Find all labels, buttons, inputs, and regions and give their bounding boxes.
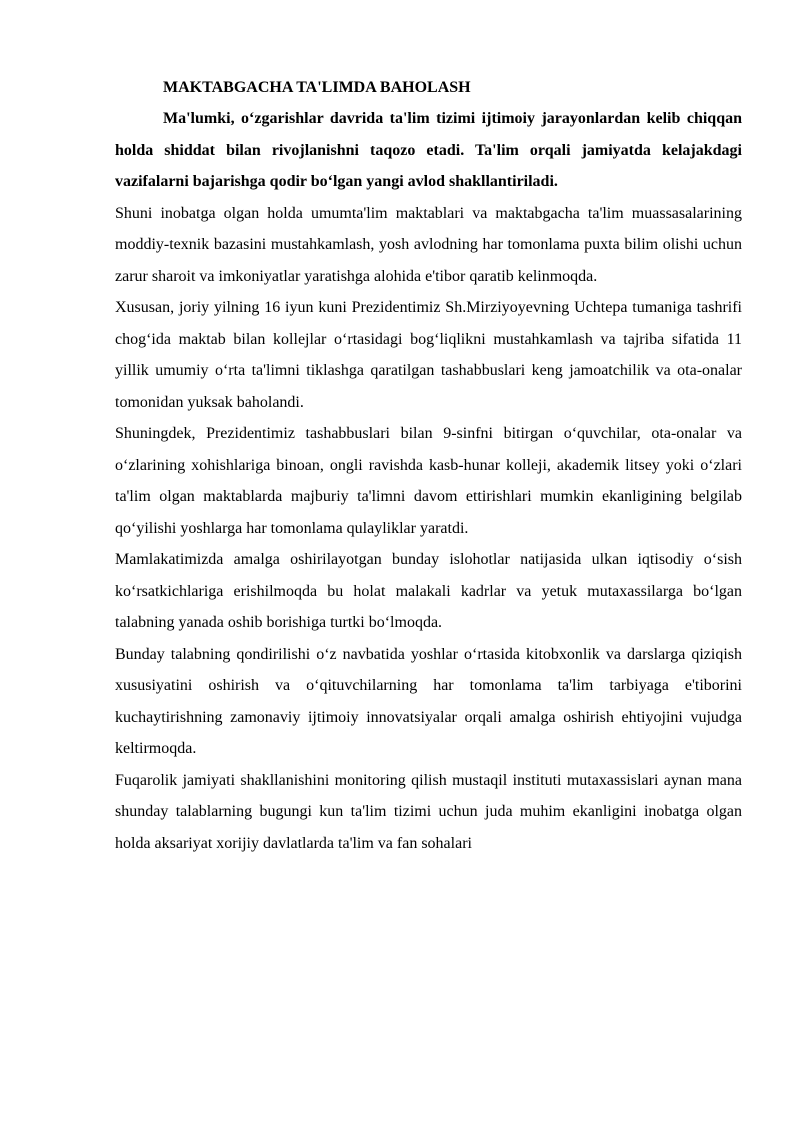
body-paragraph: Fuqarolik jamiyati shakllanishini monitoring qilish mustaqil instituti mutaxassislari aynan mana shunday talablarning bugungi kun ta'lim tizimi uchun juda muhim ekanligini inobatga olgan holda aksariyat xorijiy davlatlarda ta'lim va fan sohalari	[115, 771, 742, 852]
document-page	[115, 73, 742, 859]
lead-paragraph: Ma'lumki, o‘zgarishlar davrida ta'lim tizimi ijtimoiy jarayonlardan kelib chiqqan holda shiddat bilan rivojlanishni taqozo etadi. Ta'lim orqali jamiyatda kelajakdagi vazifalarni bajarishga qodir bo‘lgan yangi avlod shakllantiriladi.	[115, 110, 742, 190]
document-title: MAKTABGACHA TA'LIMDA BAHOLASH	[163, 79, 471, 96]
body-paragraph: Mamlakatimizda amalga oshirilayotgan bunday islohotlar natijasida ulkan iqtisodiy o‘sish ko‘rsatkichlariga erishilmoqda bu holat malakali kadrlar va yetuk mutaxassilarga bo‘lgan talabning yanada oshib borishiga turtki bo‘lmoqda.	[115, 551, 742, 631]
body-paragraph: Shuningdek, Prezidentimiz tashabbuslari bilan 9-sinfni bitirgan o‘quvchilar, ota-onalar va o‘zlarining xohishlariga binoan, ongli ravishda kasb-hunar kolleji, akademik litsey yoki o‘zlari ta'lim olgan maktablarda majburiy ta'limni davom ettirishlari mumkin ekanligining belgilab qo‘yilishi yoshlarga har tomonlama qulayliklar yaratdi.	[115, 425, 742, 537]
body-paragraph: Shuni inobatga olgan holda umumta'lim maktablari va maktabgacha ta'lim muassasalarining moddiy-texnik bazasini mustahkamlash, yosh avlodning har tomonlama puxta bilim olishi uchun zarur sharoit va imkoniyatlar yaratishga alohida e'tibor qaratib kelinmoqda.	[115, 204, 742, 285]
body-paragraph: Bunday talabning qondirilishi o‘z navbatida yoshlar o‘rtasida kitobxonlik va darslarga qiziqish xususiyatini oshirish va o‘qituvchilarning har tomonlama ta'lim tarbiyaga e'tiborini kuchaytirishning zamonaviy ijtimoiy innovatsiyalar orqali amalga oshirish ehtiyojini vujudga keltirmoqda.	[115, 645, 742, 757]
body-paragraph: Xususan, joriy yilning 16 iyun kuni Prezidentimiz Sh.Mirziyoyevning Uchtepa tumaniga tashrifi chog‘ida maktab bilan kollejlar o‘rtasidagi bog‘liqlikni mustahkamlash va tajriba sifatida 11 yillik umumiy o‘rta ta'limni tiklashga qaratilgan tashabbuslari keng jamoatchilik va ota-onalar tomonidan yuksak baholandi.	[115, 299, 742, 411]
